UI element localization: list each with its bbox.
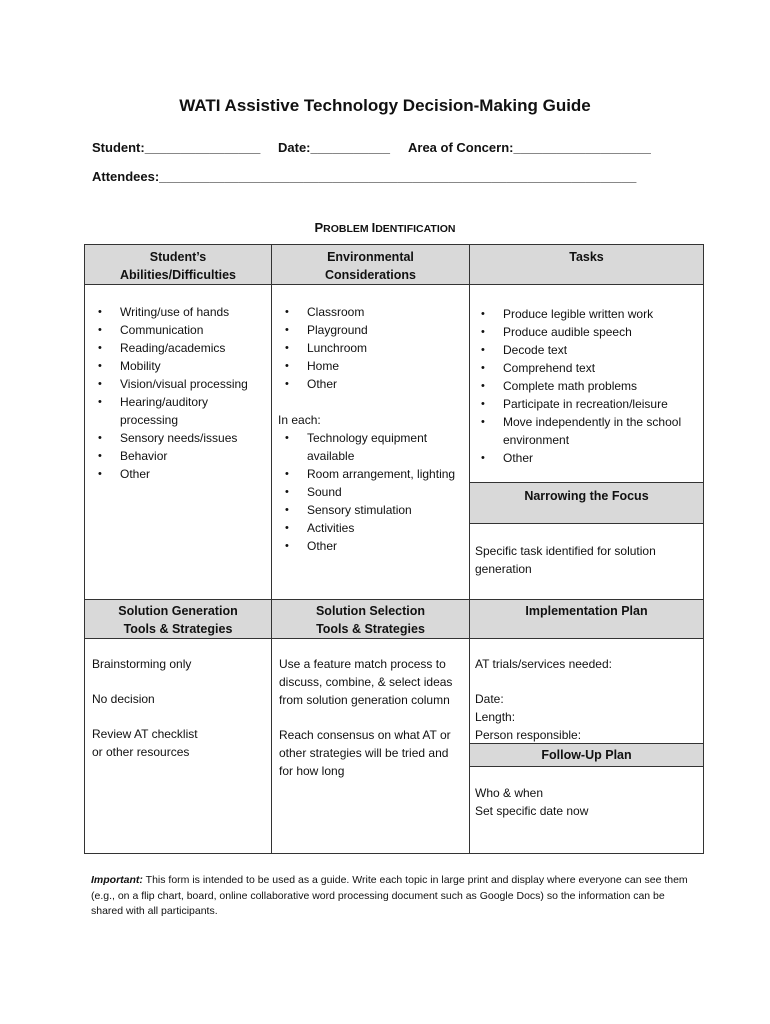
- header-students-abilities: Student’s Abilities/Difficulties: [84, 244, 272, 285]
- solgen-line-3: Review AT checklist: [92, 727, 198, 741]
- task-item: • Move independently in the school environment: [503, 413, 699, 449]
- student-ability-item: • Behavior: [120, 447, 265, 465]
- solsel-paragraph-1: Use a feature match process to discuss, combine, & select ideas from solution generation column: [279, 657, 453, 707]
- header-environmental: Environmental Considerations: [271, 244, 470, 285]
- task-item: • Decode text: [503, 341, 699, 359]
- student-ability-item: • Communication: [120, 321, 265, 339]
- environment-item: • Classroom: [307, 303, 463, 321]
- impl-line-3: Length:: [475, 710, 516, 724]
- header-implementation-plan: Implementation Plan: [469, 599, 704, 639]
- area-of-concern-field[interactable]: Area of Concern:___________________: [408, 140, 651, 155]
- header-solution-generation: Solution Generation Tools & Strategies: [84, 599, 272, 639]
- student-ability-item: • Reading/academics: [120, 339, 265, 357]
- important-note: [91, 873, 691, 920]
- student-ability-item: • Vision/visual processing: [120, 375, 265, 393]
- solsel-paragraph-2: Reach consensus on what AT or other strategies will be tried and for how long: [279, 728, 451, 778]
- environment-item: • Home: [307, 357, 463, 375]
- follow-up-cell: [469, 766, 704, 854]
- header-follow-up-plan: Follow-Up Plan: [469, 743, 704, 767]
- environmental-cell: [271, 284, 470, 600]
- header-solution-selection: Solution Selection Tools & Strategies: [271, 599, 470, 639]
- section-heading-problem-identification: PROBLEM IDENTIFICATION: [314, 220, 456, 235]
- environment-each-item: • Activities: [307, 519, 463, 537]
- followup-line-2: Set specific date now: [475, 804, 589, 818]
- important-text: This form is intended to be used as a guide. Write each topic in large print and display where everyone can see them (e.g., on a flip chart, board, online collaborative word processing document such as Google Docs) so the information can be shared with all participants.: [91, 874, 688, 917]
- important-label: Important:: [91, 874, 143, 886]
- task-item: • Other: [503, 449, 699, 467]
- environment-each-item: • Other: [307, 537, 463, 555]
- task-item: • Produce legible written work: [503, 305, 699, 323]
- date-field[interactable]: Date:___________: [278, 140, 391, 155]
- tasks-list: [474, 305, 699, 467]
- header-tasks: Tasks: [469, 244, 704, 285]
- student-ability-item: • Other: [120, 465, 265, 483]
- narrowing-focus-text: Specific task identified for solution generation: [475, 544, 656, 576]
- students-abilities-cell: [84, 284, 272, 600]
- solution-selection-cell: [271, 638, 470, 854]
- student-ability-item: • Mobility: [120, 357, 265, 375]
- environment-each-item: • Sound: [307, 483, 463, 501]
- environment-list: [278, 303, 463, 393]
- in-each-label: In each:: [278, 413, 321, 427]
- task-item: • Comprehend text: [503, 359, 699, 377]
- impl-line-2: Date:: [475, 692, 504, 706]
- environment-item: • Other: [307, 375, 463, 393]
- environment-each-item: • Room arrangement, lighting: [307, 465, 463, 483]
- student-field[interactable]: Student:________________: [92, 140, 261, 155]
- environment-item: • Playground: [307, 321, 463, 339]
- student-ability-item: • Hearing/auditory processing: [120, 393, 265, 429]
- task-item: • Produce audible speech: [503, 323, 699, 341]
- environment-item: • Lunchroom: [307, 339, 463, 357]
- environment-each-item: • Technology equipment available: [307, 429, 463, 465]
- solgen-line-1: Brainstorming only: [92, 657, 192, 671]
- task-item: • Participate in recreation/leisure: [503, 395, 699, 413]
- solution-generation-cell: [84, 638, 272, 854]
- task-item: • Complete math problems: [503, 377, 699, 395]
- student-ability-item: • Sensory needs/issues: [120, 429, 265, 447]
- page-title: WATI Assistive Technology Decision-Making Guide: [179, 96, 591, 115]
- implementation-plan-cell: [469, 638, 704, 744]
- impl-line-4: Person responsible:: [475, 728, 582, 742]
- attendees-field[interactable]: Attendees:__________________________________________________________________: [92, 169, 637, 184]
- solgen-line-2: No decision: [92, 692, 155, 706]
- followup-line-1: Who & when: [475, 786, 544, 800]
- student-ability-item: • Writing/use of hands: [120, 303, 265, 321]
- environment-each-list: [278, 429, 463, 555]
- header-narrowing-focus: Narrowing the Focus: [469, 482, 704, 524]
- narrowing-focus-cell: [469, 523, 704, 600]
- tasks-cell: [469, 284, 704, 483]
- environment-each-item: • Sensory stimulation: [307, 501, 463, 519]
- solgen-line-4: or other resources: [92, 745, 190, 759]
- students-abilities-list: [91, 303, 265, 483]
- impl-line-1: AT trials/services needed:: [475, 657, 612, 671]
